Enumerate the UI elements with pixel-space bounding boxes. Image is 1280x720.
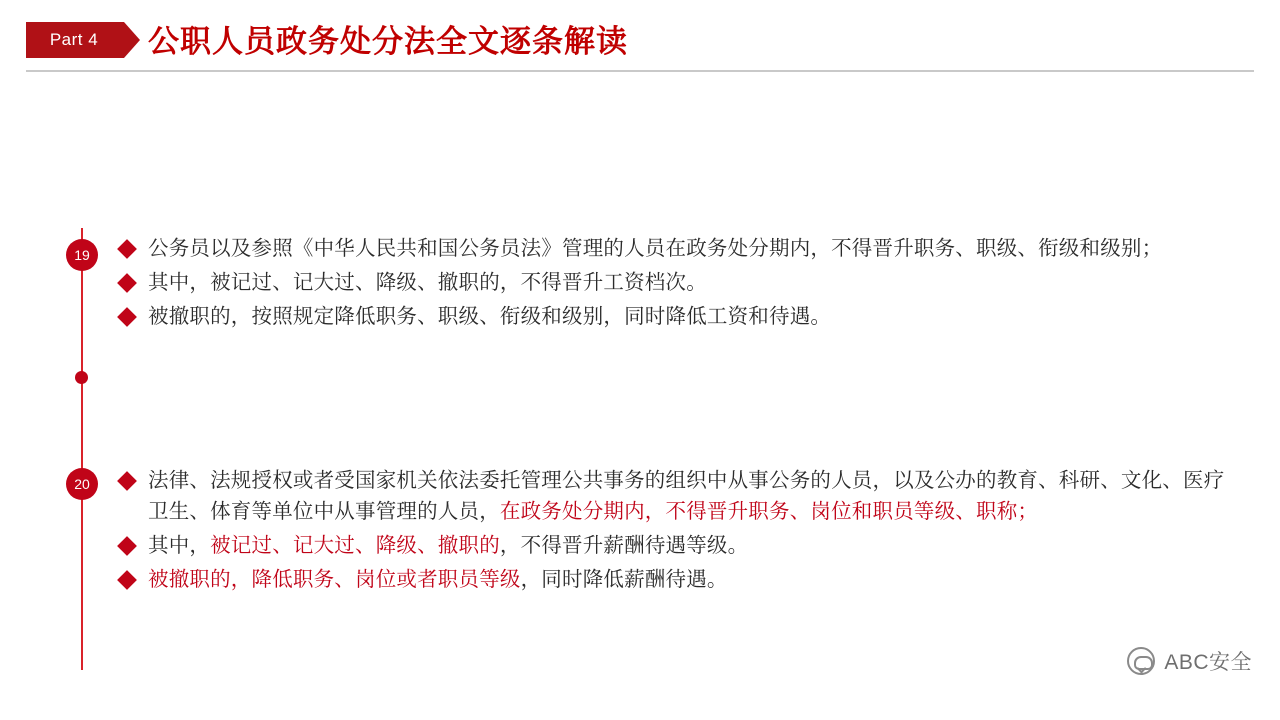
diamond-bullet-icon [117, 536, 137, 556]
watermark [1127, 646, 1252, 676]
list-item [120, 564, 1225, 595]
list-item [120, 233, 1225, 264]
slide-header [0, 0, 1280, 76]
diamond-bullet-icon [117, 570, 137, 590]
bullet-text: 其中，被记过、记大过、降级、撤职的，不得晋升工资档次。 [148, 271, 707, 294]
bullet-text: 被撤职的，按照规定降低职务、职级、衔级和级别，同时降低工资和待遇。 [148, 305, 832, 328]
diamond-bullet-icon [117, 273, 137, 293]
part-tag-arrow [124, 22, 140, 58]
timeline-dot [75, 371, 88, 384]
wechat-icon [1127, 647, 1155, 675]
timeline-line [81, 228, 83, 670]
watermark-label: ABC安全 [1164, 651, 1252, 674]
diamond-bullet-icon [117, 239, 137, 259]
diamond-bullet-icon [117, 471, 137, 491]
bullet-text: 被撤职的，降低职务、岗位或者职员等级，同时降低薪酬待遇。 [148, 568, 728, 591]
header-divider [26, 70, 1254, 72]
bullet-text: 其中，被记过、记大过、降级、撤职的，不得晋升薪酬待遇等级。 [148, 534, 749, 557]
timeline-node-20: 20 [66, 468, 98, 500]
list-item [120, 267, 1225, 298]
timeline-node-19: 19 [66, 239, 98, 271]
content-block-20 [120, 465, 1225, 598]
content-block-19 [120, 233, 1225, 335]
page-title: 公职人员政务处分法全文逐条解读 [148, 24, 628, 59]
bullet-text: 法律、法规授权或者受国家机关依法委托管理公共事务的组织中从事公务的人员，以及公办的教育、科研、文化、医疗卫生、体育等单位中从事管理的人员，在政务处分期内，不得晋升职务、岗位和职员等级、职称； [148, 469, 1225, 523]
list-item [120, 530, 1225, 561]
list-item [120, 465, 1225, 527]
bottom-bar [0, 714, 1280, 720]
part-tag: Part 4 [26, 22, 124, 58]
bullet-text: 公务员以及参照《中华人民共和国公务员法》管理的人员在政务处分期内，不得晋升职务、职级、衔级和级别； [148, 237, 1163, 260]
list-item [120, 301, 1225, 332]
diamond-bullet-icon [117, 307, 137, 327]
